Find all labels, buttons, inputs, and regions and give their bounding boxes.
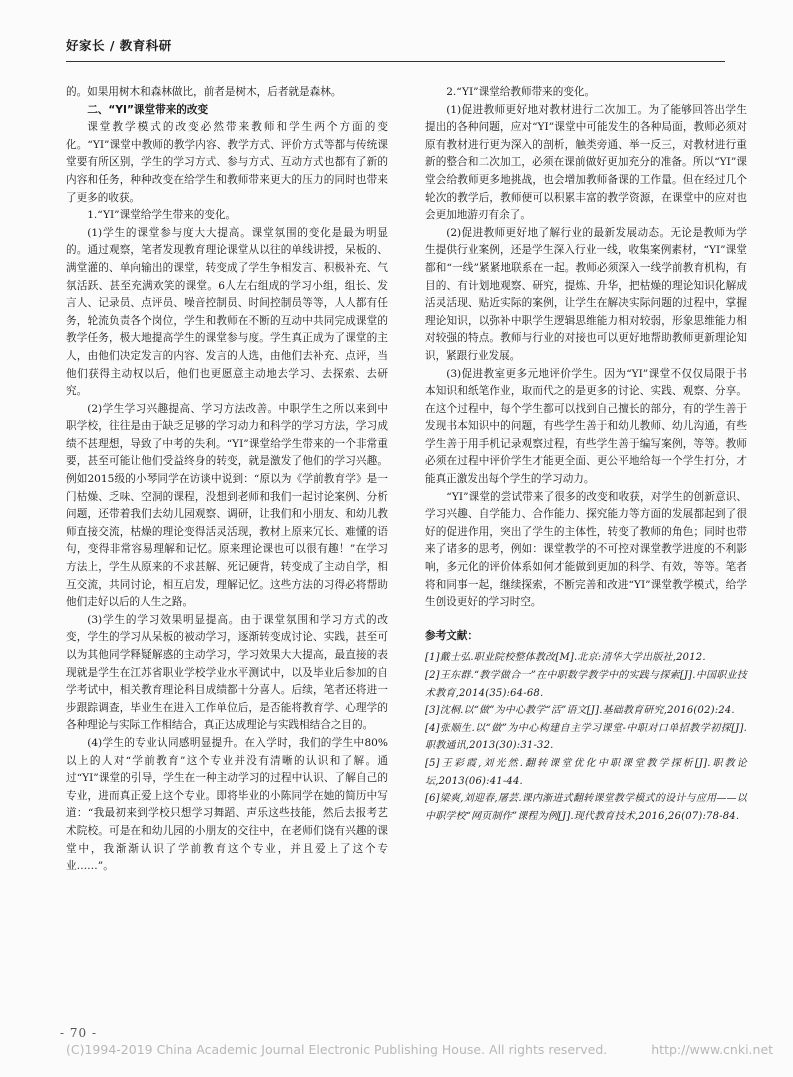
copyright-footer: [66, 1042, 773, 1057]
journal-header: 好家长 / 教育科研: [66, 38, 172, 53]
paragraph: (1)促进教师更好地对教材进行二次加工。为了能够回答出学生提出的各种问题，应对“YI”课堂中可能发生的各种局面，教师必须对原有教材进行更为深入的剖析，触类旁通、举一反三，对教材进行重新的整合和二次加工，必须在课前做好更加充分的准备。所以“YI”课堂会给教师更多地挑战，也会增加教师备课的工作量。但在经过几个轮次的教学后，教师便可以积累丰富的教学资源，在课堂中的应对也会更加地游刃有余了。: [425, 103, 747, 222]
header-rule: [66, 61, 725, 62]
right-column: [425, 84, 747, 825]
paragraph: (2)学生学习兴趣提高、学习方法改善。中职学生之所以来到中职学校，往往是由于缺乏足够的学习动力和科学的学习方法，学习成绩不甚理想，导致了中考的失利。“YI”课堂给学生带来的一个非常重要，甚至可能让他们受益终身的转变，就是激发了他们的学习兴趣。例如2015级的小琴同学在访谈中说到：“原以为《学前教育学》是一门枯燥、乏味、空洞的课程，没想到老师和我们一起讨论案例、分析问题，还带着我们去幼儿园观察、调研，让我们和小朋友、和幼儿教师直接交流，枯燥的理论变得活灵活现，教材上原来冗长、难懂的语句，变得非常容易理解和记忆。原来理论课也可以很有趣！”在学习方法上，学生从原来的不求甚解、死记硬背，转变成了主动自学，相互交流，共同讨论，相互启发，理解记忆。这些方法的习得必将帮助他们走好以后的人生之路。: [66, 402, 388, 609]
copyright-text: (C)1994-2019 China Academic Journal Electronic Publishing House. All rights reserved.: [66, 1042, 608, 1057]
reference-item: [5]王彩霞,刘光然.翻转课堂优化中职课堂教学探析[J].职教论坛,2013(06):41-44.: [425, 757, 747, 787]
cnki-url: http://www.cnki.net: [651, 1042, 774, 1057]
reference-item: [2]王东群.“教学做合一”在中职数学教学中的实践与探索[J].中国职业技术教育,2014(35):64-68.: [425, 670, 747, 699]
paragraph: (3)促进教室更多元地评价学生。因为“YI”课堂不仅仅局限于书本知识和纸笔作业，取而代之的是更多的讨论、实践、观察、分享。在这个过程中，每个学生都可以找到自己擅长的部分，有的学生善于发现书本知识中的问题，有些学生善于和幼儿教师、幼儿沟通，有些学生善于用手机记录观察过程，有些学生善于编写案例，等等。教师必须在过程中评价学生才能更全面、更公平地给每一个学生打分，才能真正激发出每个学生的学习动力。: [425, 367, 747, 486]
reference-item: [6]梁爽,刘迎春,屠芸.课内渐进式翻转课堂教学模式的设计与应用——以中职学校“网页制作”课程为例[J].现代教育技术,2016,26(07):78-84.: [425, 793, 747, 822]
page-number: - 70 -: [60, 1026, 98, 1040]
paragraph: (4)学生的专业认同感明显提升。在入学时，我们的学生中80%以上的人对“学前教育”这个专业并没有清晰的认识和了解。通过“YI”课堂的引导，学生在一种主动学习的过程中认识、了解自己的专业，进而真正爱上这个专业。即将毕业的小陈同学在她的简历中写道：“我最初来到学校只想学习舞蹈、声乐这些技能，然后去报考艺术院校。可是在和幼儿园的小朋友的交往中，在老师们饶有兴趣的课堂中，我渐渐认识了学前教育这个专业，并且爱上了这个专业……”。: [66, 736, 388, 873]
paragraph: 的。如果用树木和森林做比，前者是树木，后者就是森林。: [66, 86, 342, 98]
left-column: [66, 84, 388, 876]
section-heading: 二、“YI”课堂带来的改变: [87, 103, 209, 116]
references-title: 参考文献：: [425, 629, 478, 642]
paragraph: 课堂教学模式的改变必然带来教师和学生两个方面的变化。“YI”课堂中教师的教学内容、教学方式、评价方式等都与传统课堂要有所区别，学生的学习方式、参与方式、互动方式也都有了新的内容和任务，种种改变在给学生和教师带来更大的压力的同时也带来了更多的收获。: [66, 121, 388, 204]
subsection-heading: 2.“YI”课堂给教师带来的变化。: [446, 86, 596, 98]
paragraph: (1)学生的课堂参与度大大提高。课堂氛围的变化是最为明显的。通过观察，笔者发现教育理论课堂从以往的单线讲授，呆板的、满堂灌的、单向输出的课堂，转变成了学生争相发言、积极补充、气氛活跃、甚至充满欢笑的课堂。6人左右组成的学习小组，组长、发言人、记录员、点评员、噪音控制员、时间控制员等等，人人都有任务，轮流负责各个岗位，学生和教师在不断的互动中共同完成课堂的教学任务，极大地提高学生的课堂参与度。学生真正成为了课堂的主人，由他们决定发言的内容、发言的人选，由他们去补充、点评，当他们获得主动权以后，他们也更愿意主动地去学习、去探索、去研究。: [66, 226, 388, 398]
paragraph: (3)学生的学习效果明显提高。由于课堂氛围和学习方式的改变，学生的学习从呆板的被动学习，逐渐转变成讨论、实践，甚至可以为其他同学释疑解惑的主动学习，学习效果大大提高，最直接的表现就是学生在江苏省职业学校学业水平测试中，以及毕业后参加的自学考试中，相关教育理论科目成绩都十分喜人。后续，笔者还将进一步跟踪调查，毕业生在进入工作单位后，是否能将教育学、心理学的各种理论与实际工作相结合，真正达成理论与实践相结合之目的。: [66, 613, 388, 732]
reference-item: [3]沈桐.以“做”为中心教学“活”语文[J].基础教育研究,2016(02):24.: [425, 705, 735, 717]
subsection-heading: 1.“YI”课堂给学生带来的变化。: [87, 209, 237, 222]
reference-item: [4]张顺生.以“做”为中心构建自主学习课堂-中职对口单招教学初探[J].职教通讯,2013(30):31-32.: [425, 722, 747, 752]
paragraph: “YI”课堂的尝试带来了很多的改变和收获，对学生的创新意识、学习兴趣、自学能力、合作能力、探究能力等方面的发展都起到了很好的促进作用，突出了学生的主体性，转变了教师的角色；同时也带来了诸多的思考，例如：课堂教学的不可控对课堂教学进度的不利影响，多元化的评价体系如何才能做到更加的科学、有效，等等。笔者将和同事一起，继续探索，不断完善和改进“YI”课堂教学模式，给学生创设更好的学习时空。: [425, 490, 747, 609]
paragraph: (2)促进教师更好地了解行业的最新发展动态。无论是教师为学生提供行业案例，还是学生深入行业一线，收集案例素材，“YI”课堂都和“一线”紧紧地联系在一起。教师必须深入一线学前教育机构，有目的、有计划地观察、研究，提炼、升华，把枯燥的理论知识化解成活灵活现、贴近实际的案例，让学生在解决实际问题的过程中，掌握理论知识，以弥补中职学生逻辑思维能力相对较弱，形象思维能力相对较强的特点。教师与行业的对接也可以更好地帮助教师更新理论知识，紧跟行业发展。: [425, 226, 747, 362]
reference-item: [1]戴士弘.职业院校整体教改[M].北京:清华大学出版社,2012.: [425, 652, 706, 664]
